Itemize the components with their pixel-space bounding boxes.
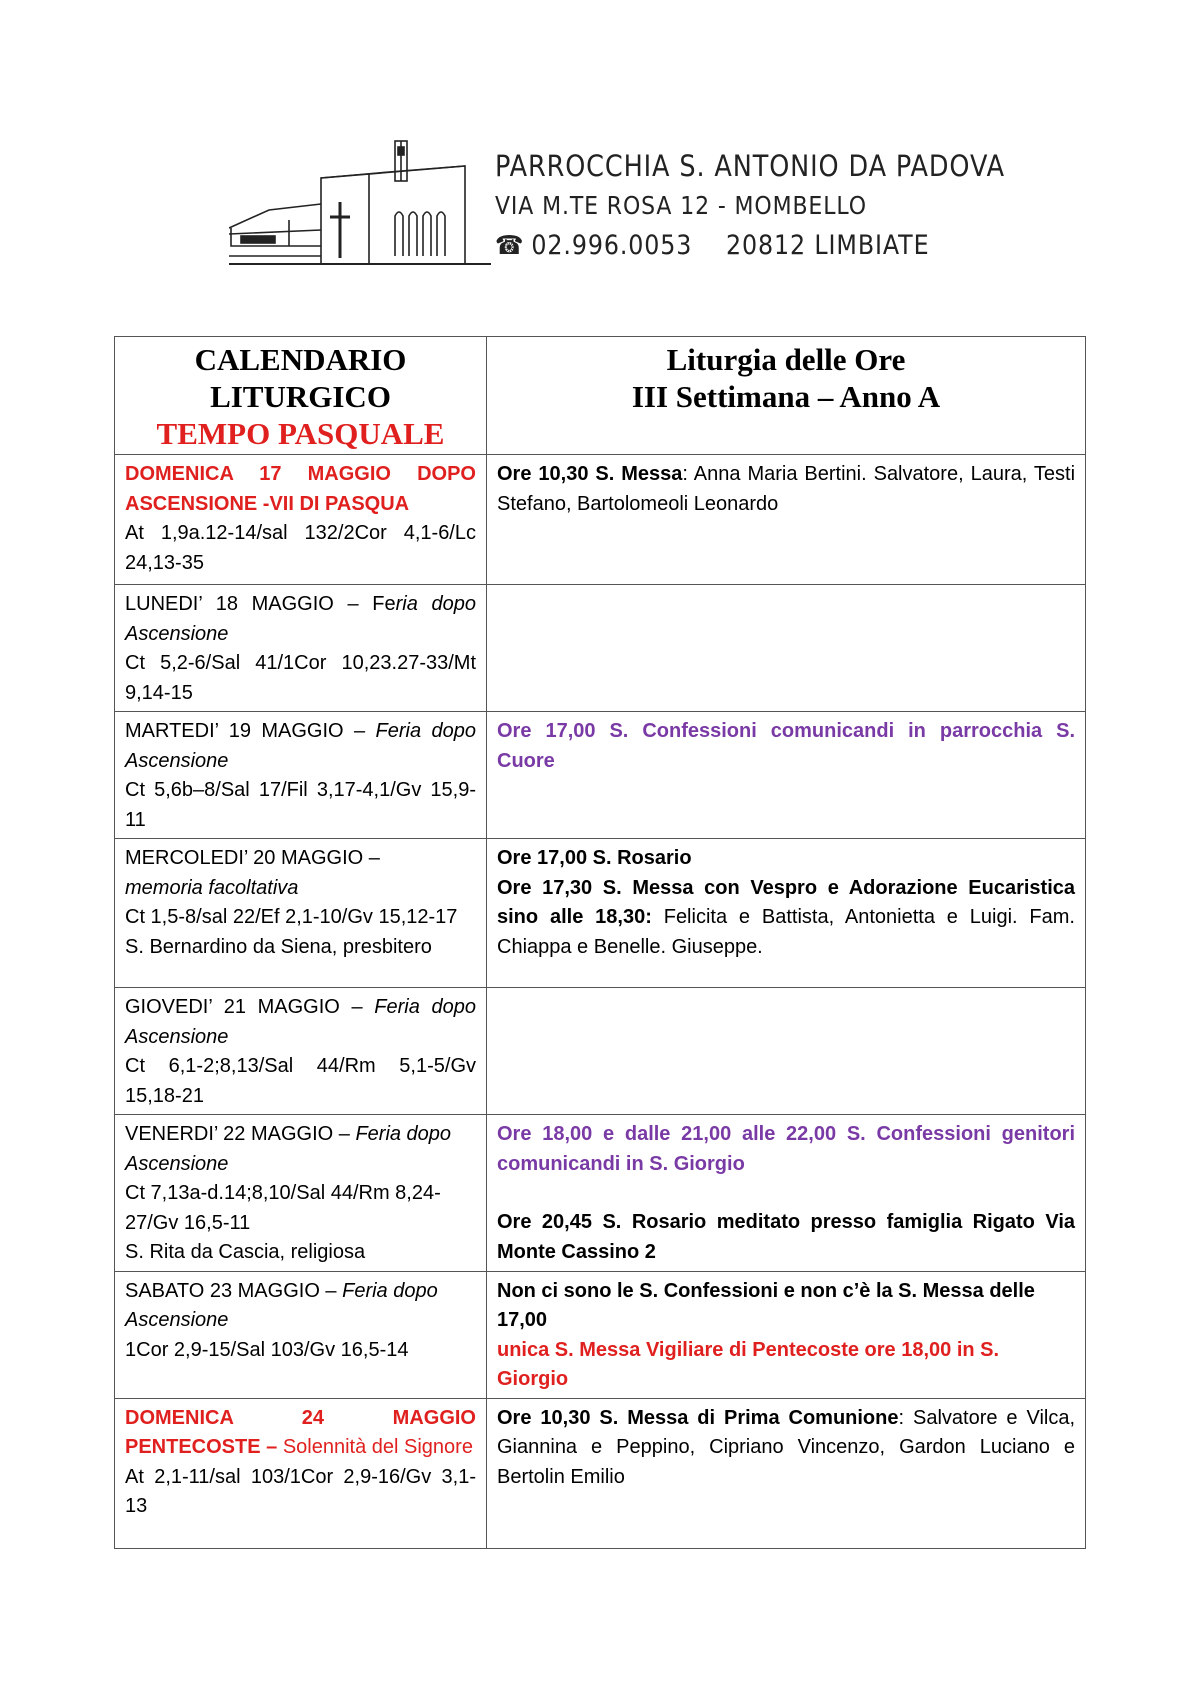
event-cell	[487, 712, 1086, 839]
header-liturgico: LITURGICO	[210, 379, 391, 414]
event-cell	[487, 1398, 1086, 1548]
event-cell	[487, 839, 1086, 988]
day-title: VENERDI’ 22 MAGGIO –	[125, 1123, 356, 1145]
liturgical-calendar-table	[114, 336, 1086, 1549]
day-readings: Ct 1,5-8/sal 22/Ef 2,1-10/Gv 15,12-17	[125, 906, 458, 928]
event-confessions: Ore 18,00 e dalle 21,00 alle 22,00 S. Confessioni genitori comunicandi in S. Giorgio	[497, 1123, 1075, 1175]
day-title: GIOVEDI’ 21 MAGGIO –	[125, 996, 375, 1018]
event-intentions: : Anna Maria Bertini. Salvatore, Laura, Testi Stefano, Bartolomeoli Leonardo	[497, 463, 1076, 515]
day-feria: Feria dopo Ascensione	[125, 1279, 438, 1331]
day-readings: At 2,1-11/sal 103/1Cor 2,9-16/Gv 3,1-13	[125, 1465, 476, 1517]
day-readings: At 1,9a.12-14/sal 132/2Cor 4,1-6/Lc 24,13-35	[125, 522, 476, 574]
event-vigil-mass: unica S. Messa Vigiliare di Pentecoste ore 18,00 in S. Giorgio	[497, 1338, 1000, 1390]
table-row	[115, 1115, 1086, 1272]
city: 20812 LIMBIATE	[726, 230, 930, 261]
day-cell	[115, 1398, 487, 1548]
day-cell	[115, 988, 487, 1115]
header-liturgia-ore: Liturgia delle Ore	[666, 342, 906, 377]
event-mass: Ore 17,30 S. Messa con Vespro e Adorazione Eucaristica sino alle 18,30:	[497, 876, 1075, 928]
day-readings: Ct 5,2-6/Sal 41/1Cor 10,23.27-33/Mt 9,14-15	[125, 652, 476, 704]
day-readings: 1Cor 2,9-15/Sal 103/Gv 16,5-14	[125, 1338, 409, 1361]
day-cell	[115, 1271, 487, 1398]
header-tempo-pasquale: TEMPO PASQUALE	[156, 416, 445, 451]
day-title: SABATO 23 MAGGIO –	[125, 1279, 343, 1302]
event-intentions: : Salvatore e Vilca, Giannina e Peppino, Cipriano Vincenzo, Gardon Luciano e Bertolin Emilio	[497, 1406, 1076, 1488]
day-readings: Ct 7,13a-d.14;8,10/Sal 44/Rm 8,24-27/Gv 16,5-11	[125, 1182, 441, 1234]
phone-icon: ☎	[495, 231, 525, 261]
event-cell	[487, 455, 1086, 585]
phone-number: 02.996.0053	[531, 230, 693, 261]
table-row	[115, 712, 1086, 839]
day-feria: ria dopo Ascensione	[125, 593, 477, 645]
table-row	[115, 988, 1086, 1115]
table-row	[115, 455, 1086, 585]
event-rosary: Ore 20,45 S. Rosario meditato presso famiglia Rigato Via Monte Cassino 2	[497, 1211, 1075, 1263]
event-cell	[487, 1271, 1086, 1398]
parish-info	[495, 146, 1075, 266]
event-intentions: Felicita e Battista, Antonietta e Luigi. Fam. Chiappa e Benelle. Giuseppe.	[497, 906, 1075, 958]
day-title: DOMENICA 24 MAGGIO PENTECOSTE –	[125, 1406, 476, 1458]
day-readings: Ct 5,6b–8/Sal 17/Fil 3,17-4,1/Gv 15,9-11	[125, 779, 476, 831]
day-cell	[115, 712, 487, 839]
event-cell	[487, 1115, 1086, 1272]
day-cell	[115, 1115, 487, 1272]
day-title: MARTEDI’ 19 MAGGIO –	[125, 720, 376, 742]
table-row	[115, 1398, 1086, 1548]
day-feria: Feria dopo Ascensione	[125, 720, 476, 772]
event-cell	[487, 585, 1086, 712]
table-row	[115, 585, 1086, 712]
parish-contact	[495, 226, 1005, 266]
event-confessions: Ore 17,00 S. Confessioni comunicandi in parrocchia S. Cuore	[497, 720, 1075, 772]
day-memoria: memoria facoltativa	[125, 876, 299, 899]
day-feria: Feria dopo Ascensione	[125, 996, 476, 1048]
event-title: Ore 10,30 S. Messa	[497, 463, 683, 485]
day-title: LUNEDI’ 18 MAGGIO – Fe	[125, 593, 396, 615]
church-logo	[229, 138, 491, 272]
event-notice: Non ci sono le S. Confessioni e non c’è la S. Messa delle 17,00	[497, 1279, 1035, 1331]
table-row	[115, 1271, 1086, 1398]
day-solemnity: Solennità del Signore	[277, 1436, 473, 1458]
day-cell	[115, 839, 487, 988]
day-title: MERCOLEDI’ 20 MAGGIO –	[125, 847, 380, 869]
parish-address: VIA M.TE ROSA 12 - MOMBELLO	[495, 191, 867, 220]
event-title: Ore 10,30 S. Messa di Prima Comunione	[497, 1406, 899, 1429]
day-saint: S. Rita da Cascia, religiosa	[125, 1241, 366, 1263]
table-row	[115, 839, 1086, 988]
day-feria: Feria dopo Ascensione	[125, 1123, 452, 1175]
parish-name: PARROCCHIA S. ANTONIO DA PADOVA	[495, 149, 1006, 183]
header-calendario: CALENDARIO	[194, 342, 407, 377]
day-cell	[115, 585, 487, 712]
parish-header	[229, 138, 1006, 278]
header-right-cell	[487, 337, 1086, 455]
day-cell	[115, 455, 487, 585]
header-left-cell	[115, 337, 487, 455]
table-header-row	[115, 337, 1086, 455]
day-title: DOMENICA 17 MAGGIO DOPO ASCENSIONE -VII DI PASQUA	[125, 463, 476, 515]
header-settimana: III Settimana – Anno A	[631, 379, 941, 414]
event-rosary: Ore 17,00 S. Rosario	[497, 847, 692, 869]
day-saint: S. Bernardino da Siena, presbitero	[125, 935, 432, 958]
event-cell	[487, 988, 1086, 1115]
day-readings: Ct 6,1-2;8,13/Sal 44/Rm 5,1-5/Gv 15,18-21	[125, 1055, 476, 1107]
